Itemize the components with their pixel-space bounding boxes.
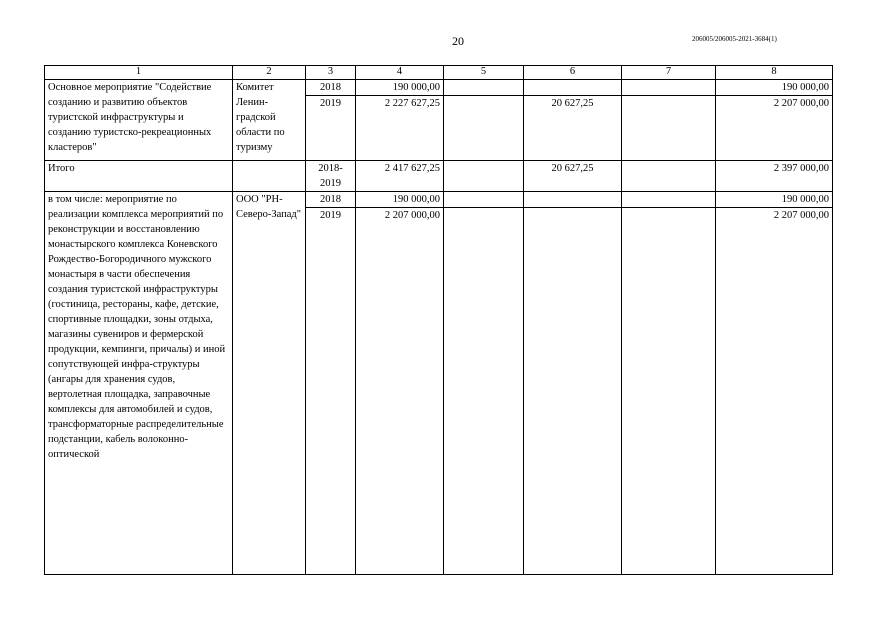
col-header: 8 xyxy=(716,66,833,80)
table-row xyxy=(45,80,833,96)
value-cell xyxy=(622,208,716,575)
year-cell: 2018-2019 xyxy=(306,161,356,192)
value-cell: 2 227 627,25 xyxy=(356,96,444,161)
col-header: 5 xyxy=(444,66,524,80)
executor-cell: ООО "РН-Северо-Запад" xyxy=(233,192,306,575)
value-cell xyxy=(622,80,716,96)
value-cell xyxy=(524,192,622,208)
column-numbers-row xyxy=(45,66,833,80)
value-cell: 2 207 000,00 xyxy=(356,208,444,575)
value-cell: 20 627,25 xyxy=(524,161,622,192)
executor-cell xyxy=(233,161,306,192)
value-cell xyxy=(622,161,716,192)
year-cell: 2019 xyxy=(306,96,356,161)
year-cell: 2018 xyxy=(306,80,356,96)
total-label: Итого xyxy=(45,161,233,192)
event-name-cell: в том числе: мероприятие по реализации комплекса мероприятий по реконструкции и восстановлению монастырского комплекса Коневского Рождество-Богородичного мужского монастыря в части обеспечения создания туристской инфраструктуры (гостиница, рестораны, кафе, детские, спортивные площадки, зоны отдыха, магазины сувениров и фермерской продукции, кемпинги, причалы) и иной сопутствующей инфра-структуры (ангары для хранения судов, вертолетная площадка, заправочные комплексы для автомобилей и судов, трансформаторные распределительные подстанции, кабель волоконно-оптической xyxy=(45,192,233,575)
year-cell: 2018 xyxy=(306,192,356,208)
col-header: 2 xyxy=(233,66,306,80)
value-cell xyxy=(444,208,524,575)
value-cell xyxy=(444,96,524,161)
value-cell: 190 000,00 xyxy=(356,192,444,208)
value-cell: 190 000,00 xyxy=(716,192,833,208)
col-header: 1 xyxy=(45,66,233,80)
executor-cell: Комитет Ленин-градской области по туризму xyxy=(233,80,306,161)
col-header: 3 xyxy=(306,66,356,80)
document-code: 206005/206005-2021-3684(1) xyxy=(692,35,777,43)
value-cell: 20 627,25 xyxy=(524,96,622,161)
event-name-cell: Основное мероприятие "Содействие созданию и развитию объектов туристской инфраструктуры и созданию туристско-рекреационных кластеров" xyxy=(45,80,233,161)
table-row xyxy=(45,192,833,208)
value-cell xyxy=(524,208,622,575)
col-header: 6 xyxy=(524,66,622,80)
value-cell xyxy=(524,80,622,96)
value-cell xyxy=(444,161,524,192)
value-cell: 2 207 000,00 xyxy=(716,96,833,161)
year-cell: 2019 xyxy=(306,208,356,575)
total-row xyxy=(45,161,833,192)
value-cell: 190 000,00 xyxy=(716,80,833,96)
value-cell xyxy=(622,96,716,161)
value-cell: 2 397 000,00 xyxy=(716,161,833,192)
value-cell xyxy=(444,80,524,96)
value-cell: 190 000,00 xyxy=(356,80,444,96)
col-header: 7 xyxy=(622,66,716,80)
value-cell xyxy=(444,192,524,208)
program-table xyxy=(44,65,833,575)
value-cell: 2 207 000,00 xyxy=(716,208,833,575)
page-number: 20 xyxy=(452,34,464,48)
col-header: 4 xyxy=(356,66,444,80)
value-cell xyxy=(622,192,716,208)
value-cell: 2 417 627,25 xyxy=(356,161,444,192)
